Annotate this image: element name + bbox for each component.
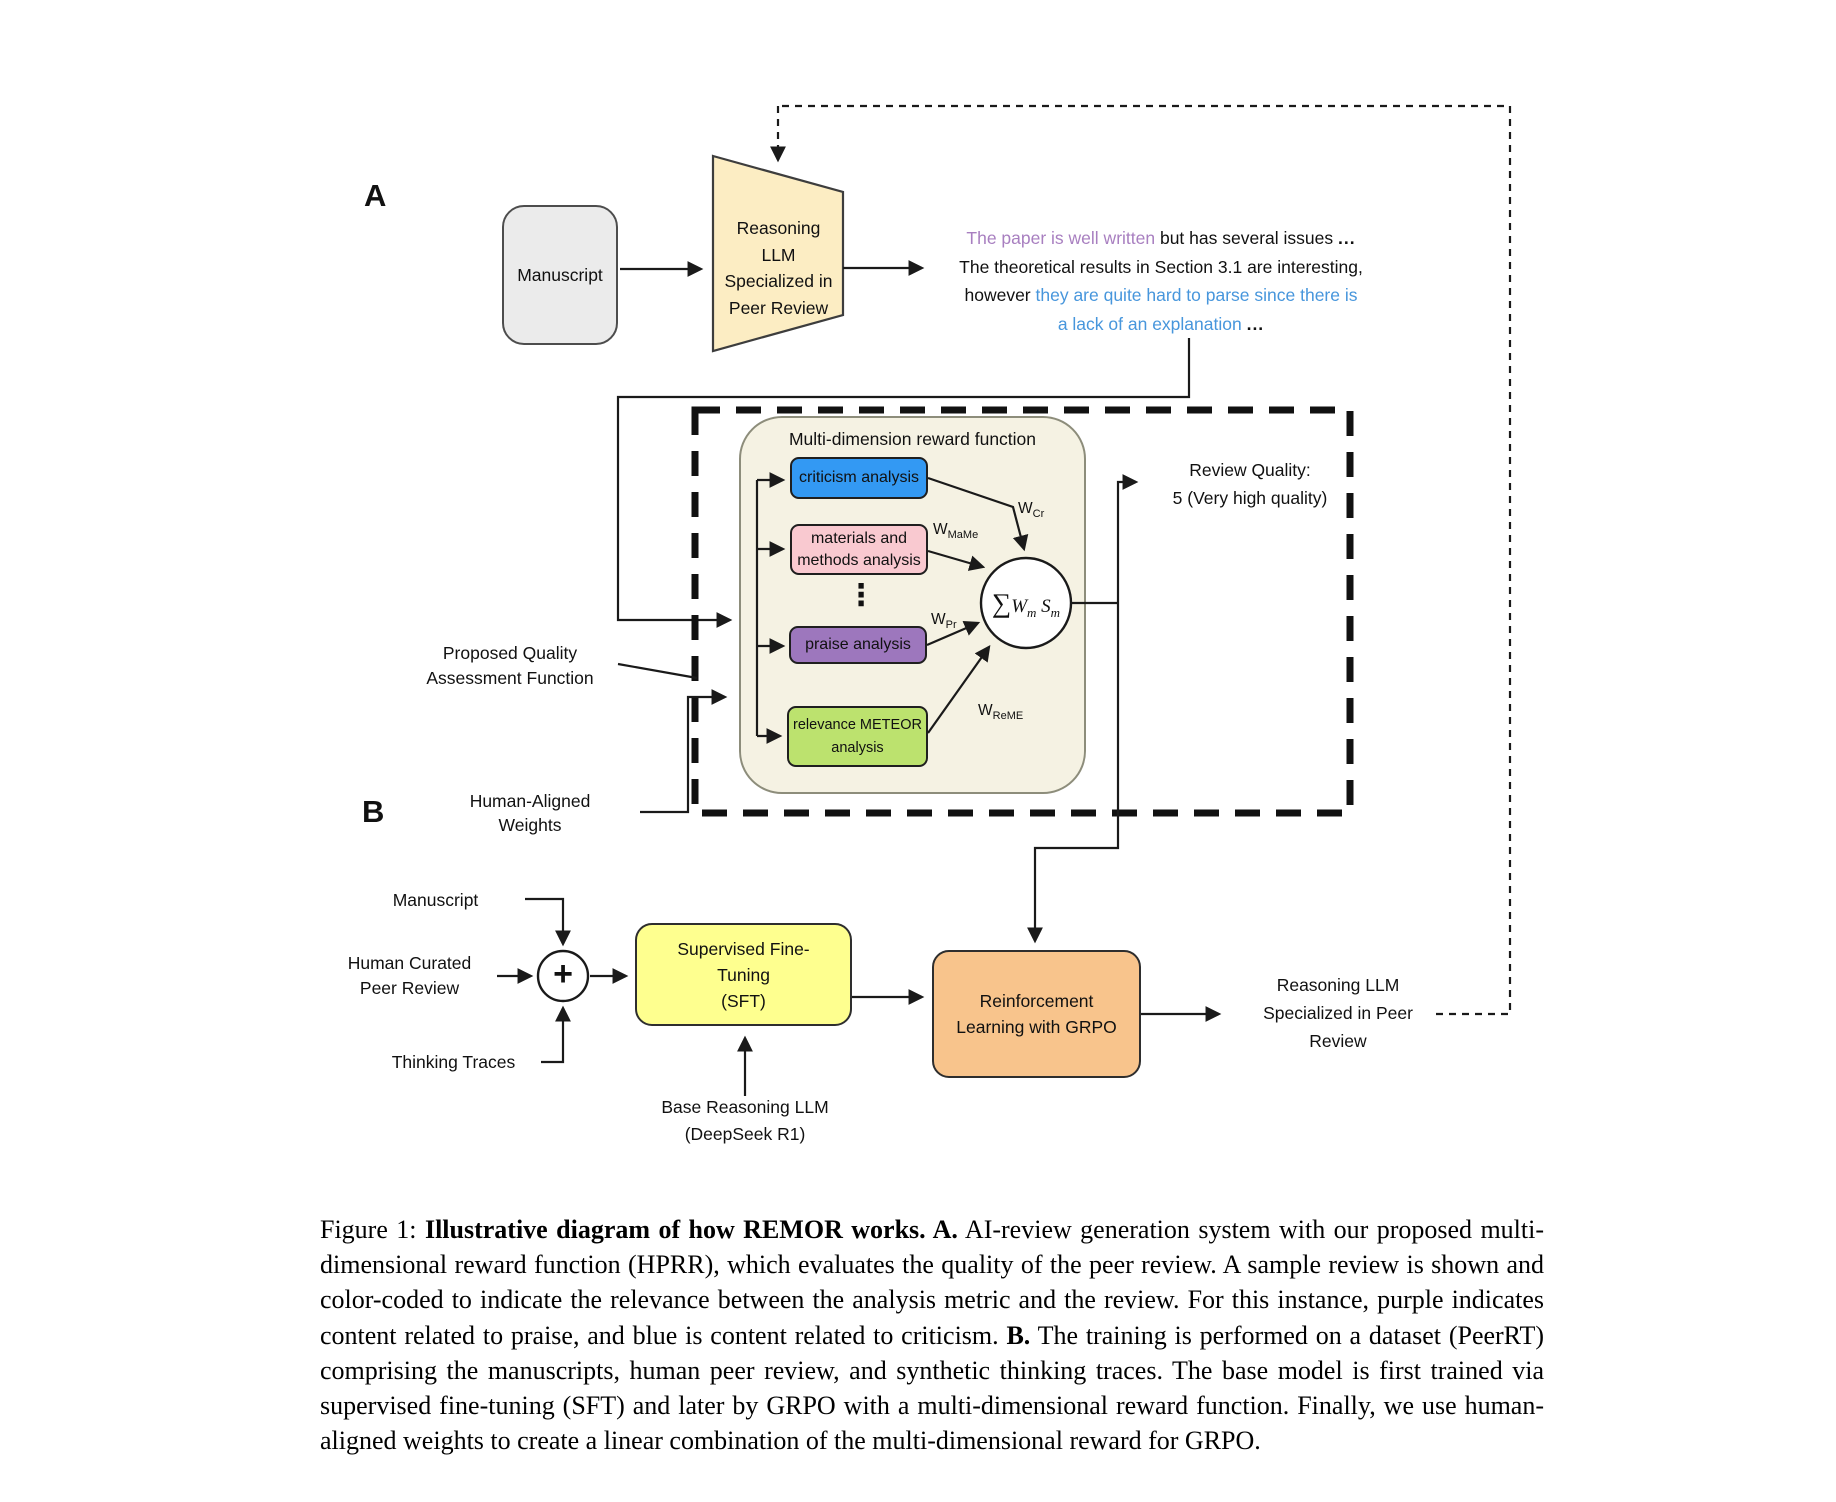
more-dimensions-ellipsis: ⋮ bbox=[846, 579, 876, 612]
panel-a-label: A bbox=[364, 178, 387, 213]
manuscript-box bbox=[502, 205, 618, 345]
haw-wire bbox=[640, 697, 725, 812]
proposed-pointer-line bbox=[618, 664, 697, 678]
input-human-review-label: Human Curated Peer Review bbox=[347, 953, 472, 998]
figure-caption bbox=[320, 1212, 1544, 1458]
review-quality-result: Review Quality: 5 (Very high quality) bbox=[1172, 460, 1328, 508]
rl-grpo-box: Reinforcement Learning with GRPO bbox=[932, 950, 1141, 1078]
sft-box: Supervised Fine- Tuning (SFT) bbox=[635, 923, 852, 1026]
relevance-meteor-analysis-box: relevance METEOR analysis bbox=[787, 706, 928, 767]
caption-bold-a: Illustrative diagram of how REMOR works. A. bbox=[424, 1215, 958, 1244]
manuscript-box-label: Manuscript bbox=[517, 264, 603, 285]
human-aligned-weights-label: Human-Aligned Weights bbox=[469, 791, 591, 835]
weight-praise-label: $W_{Pr}$ bbox=[931, 611, 957, 632]
output-llm-label: Reasoning LLM Specialized in Peer Review bbox=[1263, 975, 1413, 1051]
weight-materials-label: $W_{MaMe}$ bbox=[933, 521, 979, 542]
criticism-analysis-box: criticism analysis bbox=[790, 457, 928, 499]
panel-b-label: B bbox=[362, 794, 385, 829]
sample-review-text: The paper is well written but has several issues ... The theoretical results in Section 3.1 are interesting, however they are quite hard to parse since there is a lack of an explanation ... bbox=[959, 228, 1363, 334]
caption-body-b: The training is performed on a dataset (PeerRT) comprising the manuscripts, human peer review, and synthetic thinking traces. The base model is first trained via supervised fine-tuning (SFT) and later by GRPO with a multi-dimensional reward function. Finally, we use human-aligned weights to create a linear combination of the multi-dimensional reward for GRPO. bbox=[320, 1320, 1545, 1456]
caption-bold-b: B. bbox=[1006, 1320, 1031, 1350]
praise-analysis-box: praise analysis bbox=[789, 626, 927, 664]
sum-plus-sign: + bbox=[553, 955, 573, 993]
reward-panel-title: Multi-dimension reward function bbox=[788, 429, 1037, 449]
weight-relevance-label: $W_{ReME}$ bbox=[978, 702, 1024, 723]
proposed-quality-label: Proposed Quality Assessment Function bbox=[426, 643, 594, 688]
input-thinking-traces-label: Thinking Traces bbox=[391, 1052, 516, 1072]
caption-body-a: AI-review generation system with our proposed multi-dimensional reward function (HPRR), which evaluates the quality of the peer review. A sample review is shown and color-coded to indicate the relevance between the analysis metric and the review. For this instance, purple indicates content related to praise, and blue is content related to criticism. bbox=[320, 1215, 1544, 1350]
materials-methods-analysis-box: materials and methods analysis bbox=[790, 524, 928, 575]
input-manuscript-label: Manuscript bbox=[392, 890, 479, 910]
caption-prefix: Figure 1: bbox=[320, 1215, 425, 1244]
base-llm-label: Base Reasoning LLM (DeepSeek R1) bbox=[661, 1097, 829, 1144]
llm-trapezoid-label: Reasoning LLM Specialized in Peer Review bbox=[724, 218, 833, 318]
weighted-sum-formula: $\sum W_m$ $S_m$ bbox=[991, 588, 1061, 620]
weight-criticism-label: $W_{Cr}$ bbox=[1018, 500, 1045, 521]
